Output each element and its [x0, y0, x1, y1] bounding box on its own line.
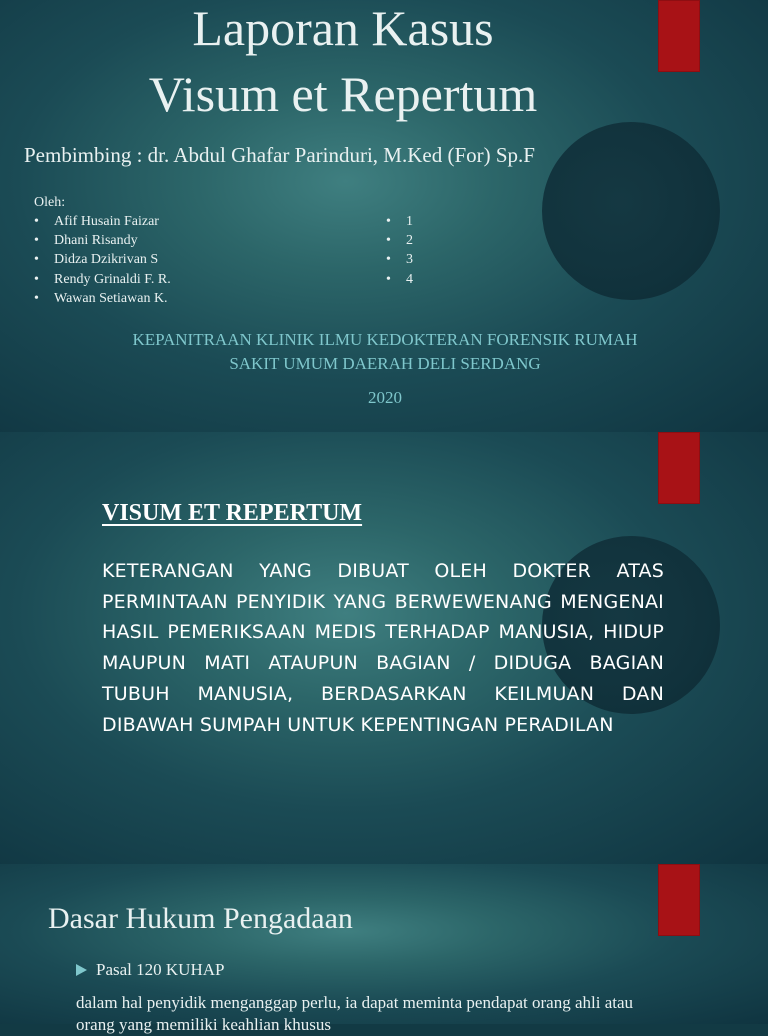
- number-item: • 3: [386, 250, 413, 269]
- institution-line-2: SAKIT UMUM DAERAH DELI SERDANG: [229, 354, 541, 373]
- number-item: • 4: [386, 270, 413, 289]
- red-accent-bar: [658, 864, 700, 936]
- legal-paragraph: dalam hal penyidik menganggap perlu, ia dapat meminta pendapat orang ahli atau orang yang memiliki keahlian khusus: [76, 993, 634, 1034]
- institution-line-1: KEPANITRAAN KLINIK ILMU KEDOKTERAN FORENSIK RUMAH: [132, 330, 638, 349]
- bullet-arrow-icon: [76, 964, 87, 976]
- legal-basis-heading: Dasar Hukum Pengadaan: [48, 902, 353, 935]
- member-item: • Dhani Risandy: [34, 231, 171, 250]
- definition-heading: VISUM ET REPERTUM: [102, 500, 363, 526]
- slide-title: [0, 0, 768, 432]
- member-item: • Didza Dzikrivan S: [34, 250, 171, 269]
- slide-legal-basis: [0, 864, 768, 1034]
- decorative-circle: [542, 122, 720, 300]
- slide-definition: [0, 432, 768, 864]
- title-line-2: Visum et Repertum: [148, 66, 538, 122]
- by-label: Oleh:: [34, 195, 66, 210]
- number-item: • 2: [386, 231, 413, 250]
- member-item: • Afif Husain Faizar: [34, 212, 171, 231]
- year-text: 2020: [368, 388, 402, 407]
- number-item: • 1: [386, 212, 413, 231]
- legal-item: Pasal 120 KUHAP: [96, 960, 225, 979]
- red-accent-bar: [658, 432, 700, 504]
- member-item: • Rendy Grinaldi F. R.: [34, 270, 171, 289]
- member-item: • Wawan Setiawan K.: [34, 289, 171, 308]
- definition-text: KETERANGAN YANG DIBUAT OLEH DOKTER ATAS PERMINTAAN PENYIDIK YANG BERWEWENANG MENGENAI HASIL PEMERIKSAAN MEDIS TERHADAP MANUSIA, HIDUP MAUPUN MATI ATAUPUN BAGIAN / DIDUGA BAGIAN TUBUH MANUSIA, BERDASARKAN KEILMUAN DAN DIBAWAH SUMPAH UNTUK KEPENTINGAN PERADILAN: [102, 560, 664, 736]
- number-list: [386, 212, 413, 289]
- title-line-1: Laporan Kasus: [192, 0, 494, 56]
- member-list: [34, 212, 171, 308]
- supervisor-text: Pembimbing : dr. Abdul Ghafar Parinduri, M.Ked (For) Sp.F: [24, 143, 535, 167]
